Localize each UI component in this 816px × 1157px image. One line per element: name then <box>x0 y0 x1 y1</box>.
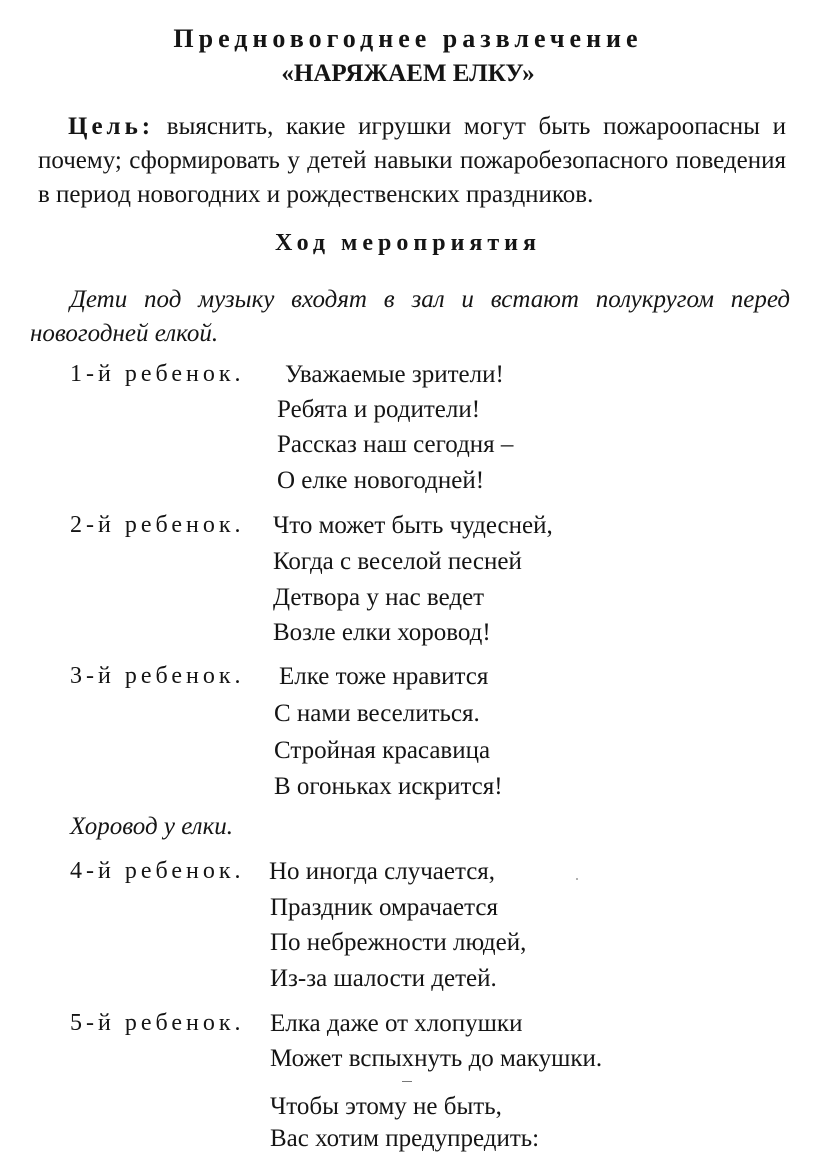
document-subtitle: «НАРЯЖАЕМ ЕЛКУ» <box>281 60 535 87</box>
verse-3-line-4: В огоньках искрится! <box>274 773 503 800</box>
verse-4-line-1: Но иногда случается, <box>269 858 496 885</box>
verse-5-line-1: Елка даже от хлопушки <box>270 1010 523 1037</box>
verse-2-line-3: Детвора у нас ведет <box>273 584 485 611</box>
verse-4-line-4: Из-за шалости детей. <box>270 965 497 992</box>
verse-1-line-1: Уважаемые зрители! <box>285 361 504 388</box>
speaker-1-label: 1-й ребенок. <box>70 361 245 387</box>
verse-5-line-2: Может вспыхнуть до макушки. <box>270 1045 603 1072</box>
scan-speck <box>576 878 578 880</box>
verse-2-line-1: Что может быть чудесней, <box>273 512 553 539</box>
stage-direction-round-dance: Хоровод у елки. <box>70 813 234 840</box>
speaker-4-label: 4-й ребенок. <box>70 858 245 884</box>
document-title: Предновогоднее развлечение <box>173 24 643 53</box>
stage-direction-intro: Дети под музыку входят в зал и встают полукругом перед новогодней елкой. <box>30 286 790 347</box>
section-title: Ход мероприятия <box>275 230 541 256</box>
verse-4-line-2: Праздник омрачается <box>270 894 498 921</box>
verse-2-line-2: Когда с веселой песней <box>273 548 522 575</box>
verse-4-line-3: По небрежности людей, <box>270 929 527 956</box>
verse-5-line-3: Чтобы этому не быть, <box>270 1093 502 1120</box>
verse-1-line-2: Ребята и родители! <box>277 396 481 423</box>
verse-2-line-4: Возле елки хоровод! <box>273 619 491 646</box>
verse-5-line-4: Вас хотим предупредить: <box>270 1125 540 1152</box>
verse-3-line-3: Стройная красавица <box>274 737 491 764</box>
verse-1-line-4: О елке новогодней! <box>277 467 485 494</box>
goal-label: Цель: <box>68 113 155 140</box>
speaker-3-label: 3-й ребенок. <box>70 663 245 689</box>
scan-mark <box>402 1081 412 1082</box>
speaker-5-label: 5-й ребенок. <box>70 1010 245 1036</box>
goal-paragraph <box>38 110 786 212</box>
speaker-2-label: 2-й ребенок. <box>70 512 245 538</box>
verse-3-line-2: С нами веселиться. <box>274 700 480 727</box>
verse-3-line-1: Елке тоже нравится <box>279 663 489 690</box>
goal-text: выяснить, какие игрушки могут быть пожароопасны и почему; сформировать у детей навыки пожаробезопасного поведения в период новогодних и рождественских праздников. <box>38 113 786 208</box>
verse-1-line-3: Рассказ наш сегодня – <box>277 431 514 458</box>
